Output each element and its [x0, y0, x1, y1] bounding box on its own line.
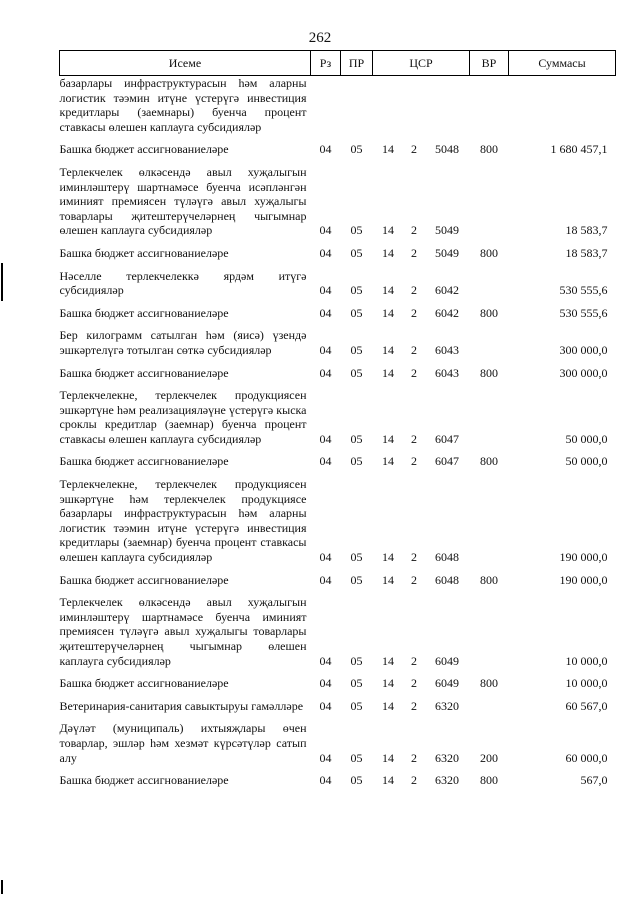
- cell-sum: 567,0: [580, 773, 608, 788]
- cell-rz: 04: [319, 305, 332, 320]
- cell-pr: 05: [350, 223, 363, 238]
- cell-pr: 05: [350, 750, 363, 765]
- cell-name: Терлекчелек өлкәсендә авыл хуҗалыгын иминләштерү шартнамәсе буенча исәпләнгән иминият премиясен түләүгә авыл хуҗалыгы товарлары җитештерүчеләрнең чыгымнар өлешен каплауга субсидияләр: [59, 164, 307, 238]
- cell-c3: 6047: [435, 431, 459, 446]
- cell-pr: [341, 76, 373, 135]
- cell-vr: 800: [480, 572, 499, 587]
- cell-c1: 14: [382, 550, 394, 565]
- cell-sum: 190 000,0: [559, 550, 608, 565]
- cell-name: Башка бюджет ассигнованиеләре: [59, 305, 229, 320]
- cell-sum: 60 567,0: [565, 698, 608, 713]
- cell-c1: 14: [382, 283, 394, 298]
- cell-c2: 2: [411, 365, 417, 380]
- table-row: [60, 366, 616, 381]
- cell-rz: 04: [319, 431, 332, 446]
- cell-c3: 6042: [435, 283, 459, 298]
- cell-c2: 2: [411, 454, 417, 469]
- cell-rz: 04: [319, 550, 332, 565]
- header-rz: Рз: [311, 51, 341, 76]
- cell-c2: 2: [411, 572, 417, 587]
- table-row: [60, 676, 616, 691]
- table-header: [60, 51, 616, 76]
- row-gap: [60, 380, 616, 388]
- row-gap: [60, 261, 616, 269]
- cell-sum: 300 000,0: [559, 342, 608, 357]
- cell-rz: 04: [319, 653, 332, 668]
- table-row: [60, 165, 616, 238]
- cell-c3: 6049: [435, 676, 459, 691]
- cell-sum: 60 000,0: [565, 750, 608, 765]
- cell-c1: 14: [382, 305, 394, 320]
- cell-c3: 6043: [435, 365, 459, 380]
- row-gap: [60, 668, 616, 676]
- cell-name: Башка бюджет ассигнованиеләре: [59, 142, 229, 157]
- cell-c1: 14: [382, 750, 394, 765]
- cell-name: Нәселле терлекчелеккә ярдәм итүгә субсидияләр: [59, 268, 307, 298]
- cell-c1: 14: [382, 572, 394, 587]
- cell-vr: [470, 76, 509, 135]
- cell-rz: 04: [319, 676, 332, 691]
- row-gap: [60, 565, 616, 573]
- cell-c1: 14: [382, 223, 394, 238]
- cell-name: Башка бюджет ассигнованиеләре: [59, 676, 229, 691]
- cell-sum: 18 583,7: [565, 245, 608, 260]
- cell-name: Башка бюджет ассигнованиеләре: [59, 773, 229, 788]
- cell-sum: 300 000,0: [559, 365, 608, 380]
- cell-c3: 6042: [435, 305, 459, 320]
- cell-vr: 800: [480, 245, 499, 260]
- cell-pr: 05: [350, 283, 363, 298]
- cell-vr: [470, 165, 509, 238]
- cell-c2: 2: [411, 245, 417, 260]
- cell-vr: 200: [480, 750, 499, 765]
- cell-c2: 2: [411, 305, 417, 320]
- cell-rz: 04: [319, 223, 332, 238]
- cell-c2: 2: [411, 653, 417, 668]
- table-row: [60, 699, 616, 714]
- cell-vr: [470, 328, 509, 357]
- cell-name: Башка бюджет ассигнованиеләре: [59, 572, 229, 587]
- header-pr: ПР: [341, 51, 373, 76]
- cell-c1: [373, 76, 404, 135]
- cell-c3: 5049: [435, 223, 459, 238]
- cell-name: Башка бюджет ассигнованиеләре: [59, 245, 229, 260]
- row-gap: [60, 691, 616, 699]
- cell-pr: 05: [350, 454, 363, 469]
- table-row: [60, 454, 616, 469]
- cell-rz: 04: [319, 245, 332, 260]
- cell-name: Ветеринария-санитария савыктыруы гамәлләре: [59, 698, 304, 713]
- cell-c3: 6048: [435, 572, 459, 587]
- cell-rz: 04: [319, 283, 332, 298]
- cell-sum: [509, 76, 616, 135]
- cell-pr: 05: [350, 773, 363, 788]
- row-gap: [60, 713, 616, 721]
- row-gap: [60, 238, 616, 246]
- cell-c3: 6320: [435, 698, 459, 713]
- row-gap: [60, 765, 616, 773]
- table-row: [60, 306, 616, 321]
- cell-pr: 05: [350, 142, 363, 157]
- cell-rz: 04: [319, 142, 332, 157]
- cell-sum: 530 555,6: [559, 283, 608, 298]
- cell-vr: [470, 477, 509, 565]
- cell-c3: 6049: [435, 653, 459, 668]
- budget-table: [59, 50, 616, 788]
- cell-c2: 2: [411, 698, 417, 713]
- cell-sum: 18 583,7: [565, 223, 608, 238]
- row-gap: [60, 134, 616, 142]
- cell-vr: 800: [480, 454, 499, 469]
- cell-vr: 800: [480, 142, 499, 157]
- cell-c2: [404, 76, 425, 135]
- cell-c3: 6043: [435, 342, 459, 357]
- cell-name: Дәүләт (муниципаль) ихтыяҗлары өчен товарлар, эшләр һәм хезмәт күрсәтүләр сатып алу: [59, 721, 307, 765]
- cell-c2: 2: [411, 142, 417, 157]
- cell-c3: [425, 76, 470, 135]
- cell-rz: 04: [319, 572, 332, 587]
- cell-c3: 5048: [435, 142, 459, 157]
- cell-c1: 14: [382, 653, 394, 668]
- cell-pr: 05: [350, 431, 363, 446]
- cell-sum: 1 680 457,1: [550, 142, 608, 157]
- table-row: [60, 269, 616, 298]
- cell-name: Бер килограмм сатылган һәм (яисә) үзендә эшкәртелүгә тотылган сөткә субсидияләр: [59, 328, 307, 357]
- cell-c2: 2: [411, 773, 417, 788]
- header-name: Исеме: [60, 51, 311, 76]
- cell-c1: 14: [382, 676, 394, 691]
- cell-c2: 2: [411, 750, 417, 765]
- cell-vr: 800: [480, 365, 499, 380]
- cell-c3: 6048: [435, 550, 459, 565]
- cell-vr: [470, 269, 509, 298]
- cell-sum: 10 000,0: [565, 676, 608, 691]
- cell-pr: 05: [350, 550, 363, 565]
- cell-name: Башка бюджет ассигнованиеләре: [59, 454, 229, 469]
- cell-c1: 14: [382, 365, 394, 380]
- cell-sum: 190 000,0: [559, 572, 608, 587]
- cell-sum: 10 000,0: [565, 653, 608, 668]
- cell-name: Терлекчелек өлкәсендә авыл хуҗалыгын иминләштерү шартнамәсе буенча иминият премиясен түләүгә авыл хуҗалыгы товарлары җитештерүчеләрнең чыгымнар өлешен каплауга субсидияләр: [59, 595, 307, 668]
- cell-c2: 2: [411, 223, 417, 238]
- cell-c2: 2: [411, 431, 417, 446]
- cell-c1: 14: [382, 773, 394, 788]
- cell-rz: 04: [319, 454, 332, 469]
- cell-pr: 05: [350, 305, 363, 320]
- cell-name: Башка бюджет ассигнованиеләре: [59, 365, 229, 380]
- table-row: [60, 773, 616, 788]
- table-row: [60, 76, 616, 135]
- cell-c3: 5049: [435, 245, 459, 260]
- cell-pr: 05: [350, 572, 363, 587]
- cell-c2: 2: [411, 676, 417, 691]
- cell-c1: 14: [382, 342, 394, 357]
- table-row: [60, 477, 616, 565]
- cell-pr: 05: [350, 698, 363, 713]
- row-gap: [60, 358, 616, 366]
- cell-sum: 530 555,6: [559, 305, 608, 320]
- page-number: 262: [308, 30, 332, 46]
- table-body: [60, 76, 616, 788]
- row-gap: [60, 320, 616, 328]
- cell-rz: [311, 76, 341, 135]
- cell-rz: 04: [319, 773, 332, 788]
- cell-rz: 04: [319, 750, 332, 765]
- table-row: [60, 721, 616, 765]
- cell-sum: 50 000,0: [565, 431, 608, 446]
- scan-edge-mark: [1, 880, 3, 894]
- table-row: [60, 595, 616, 668]
- table-row: [60, 328, 616, 357]
- cell-c1: 14: [382, 698, 394, 713]
- cell-c1: 14: [382, 431, 394, 446]
- cell-pr: 05: [350, 245, 363, 260]
- cell-vr: 800: [480, 773, 499, 788]
- cell-c3: 6320: [435, 750, 459, 765]
- row-gap: [60, 157, 616, 165]
- cell-rz: 04: [319, 342, 332, 357]
- cell-c3: 6047: [435, 454, 459, 469]
- cell-c1: 14: [382, 142, 394, 157]
- header-vr: ВР: [470, 51, 509, 76]
- cell-pr: 05: [350, 653, 363, 668]
- cell-rz: 04: [319, 698, 332, 713]
- header-sum: Суммасы: [509, 51, 616, 76]
- cell-pr: 05: [350, 676, 363, 691]
- cell-vr: [470, 595, 509, 668]
- row-gap: [60, 446, 616, 454]
- cell-c1: 14: [382, 454, 394, 469]
- scan-edge-mark: [1, 263, 3, 301]
- cell-name: Терлекчелекне, терлекчелек продукциясен эшкәртүне һәм терлекчелек продукциясе базарлары инфраструктурасын һәм аларны логистик тәэмин итүне үстерүгә инвестиция кредитлары (заемнар) буенча процент ставкасы өлешен каплауга субсидияләр: [59, 477, 307, 565]
- cell-pr: 05: [350, 342, 363, 357]
- cell-vr: [470, 699, 509, 714]
- row-gap: [60, 469, 616, 477]
- cell-rz: 04: [319, 365, 332, 380]
- header-csr: ЦСР: [373, 51, 470, 76]
- cell-c2: 2: [411, 550, 417, 565]
- cell-c1: 14: [382, 245, 394, 260]
- table-row: [60, 246, 616, 261]
- cell-c2: 2: [411, 342, 417, 357]
- cell-c3: 6320: [435, 773, 459, 788]
- table-row: [60, 573, 616, 588]
- row-gap: [60, 298, 616, 306]
- cell-vr: [470, 388, 509, 446]
- table-row: [60, 388, 616, 446]
- cell-pr: 05: [350, 365, 363, 380]
- cell-name: Терлекчелекне, терлекчелек продукциясен эшкәртүне һәм реализацияләүне үстерүгә кыска сроклы кредитлар (заемнар) буенча процент ставкасы өлешен каплауга субсидияләр: [59, 388, 307, 446]
- row-gap: [60, 587, 616, 595]
- cell-vr: 800: [480, 305, 499, 320]
- cell-sum: 50 000,0: [565, 454, 608, 469]
- cell-name: базарлары инфраструктурасын һәм аларны логистик тәэмин итүне үстерүгә инвестиция кредитлары (заемнары) буенча процент ставкасы өлешен каплауга субсидияләр: [59, 76, 307, 134]
- cell-vr: 800: [480, 676, 499, 691]
- table-row: [60, 142, 616, 157]
- cell-c2: 2: [411, 283, 417, 298]
